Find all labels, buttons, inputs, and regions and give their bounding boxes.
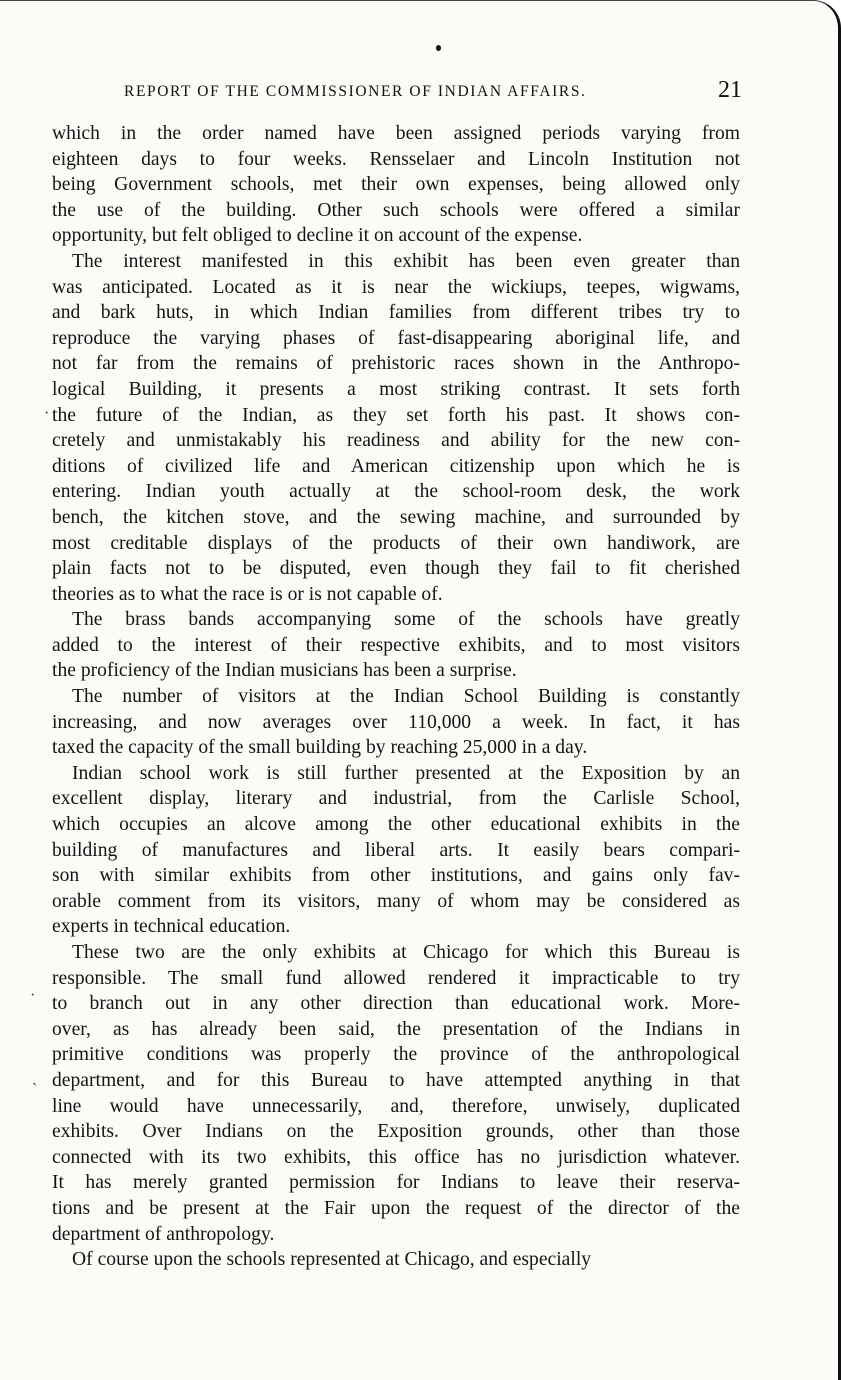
- text-line: The brass bands accompanying some of the schools have greatly: [72, 609, 740, 631]
- text-line: to branch out in any other direction than educational work. More-: [52, 993, 740, 1015]
- text-line: The number of visitors at the Indian School Building is constantly: [72, 686, 740, 708]
- text-line: not far from the remains of prehistoric races shown in the Anthropo-: [52, 353, 740, 375]
- text-line: being Government schools, met their own expenses, being allowed only: [52, 174, 740, 196]
- paragraph: [52, 940, 740, 1247]
- paragraph: [52, 607, 740, 684]
- ink-dot: [436, 45, 441, 51]
- text-line: cretely and unmistakably his readiness and ability for the new con-: [52, 430, 740, 452]
- text-line: exhibits. Over Indians on the Exposition grounds, other than those: [52, 1121, 740, 1143]
- text-line: responsible. The small fund allowed rendered it impracticable to try: [52, 967, 740, 989]
- text-line: excellent display, literary and industrial, from the Carlisle School,: [52, 788, 740, 810]
- text-line: building of manufactures and liberal arts. It easily bears compari-: [52, 839, 740, 861]
- text-line: most creditable displays of the products of their own handiwork, are: [52, 532, 740, 554]
- text-line: over, as has already been said, the presentation of the Indians in: [52, 1018, 740, 1040]
- text-line: which in the order named have been assigned periods varying from: [52, 123, 740, 144]
- text-line: These two are the only exhibits at Chicago for which this Bureau is: [72, 942, 740, 963]
- text-line: increasing, and now averages over 110,000 a week. In fact, it has: [52, 711, 740, 733]
- text-line: Indian school work is still further presented at the Exposition by an: [72, 762, 740, 784]
- body-text: [52, 121, 740, 1273]
- text-line: eighteen days to four weeks. Rensselaer and Lincoln Institution not: [52, 148, 740, 170]
- paragraph: [52, 761, 740, 940]
- text-line: son with similar exhibits from other institutions, and gains only fav-: [52, 865, 740, 887]
- text-line: department, and for this Bureau to have attempted anything in that: [52, 1069, 740, 1091]
- header-title: REPORT OF THE COMMISSIONER OF INDIAN AFFAIRS.: [124, 83, 587, 100]
- text-line: department of anthropology.: [52, 1223, 275, 1245]
- paragraph: [52, 684, 740, 761]
- text-line: Of course upon the schools represented at Chicago, and especially: [72, 1249, 592, 1271]
- running-header: [52, 77, 742, 107]
- text-line: connected with its two exhibits, this office has no jurisdiction whatever.: [52, 1146, 740, 1168]
- text-line: bench, the kitchen stove, and the sewing machine, and surrounded by: [52, 506, 740, 528]
- text-line: the use of the building. Other such schools were offered a similar: [52, 199, 740, 221]
- text-line: orable comment from its visitors, many of whom may be considered as: [52, 890, 740, 912]
- text-line: taxed the capacity of the small building by reaching 25,000 in a day.: [52, 737, 588, 759]
- text-line: was anticipated. Located as it is near the wickiups, teepes, wigwams,: [52, 276, 740, 298]
- text-line: The interest manifested in this exhibit has been even greater than: [72, 250, 740, 272]
- text-line: line would have unnecessarily, and, therefore, unwisely, duplicated: [52, 1095, 740, 1117]
- text-line: plain facts not to be disputed, even though they fail to fit cherished: [52, 558, 740, 580]
- margin-mark: ·: [30, 987, 36, 1004]
- text-line: experts in technical education.: [52, 916, 291, 938]
- text-line: the proficiency of the Indian musicians has been a surprise.: [52, 660, 517, 682]
- text-line: reproduce the varying phases of fast-disappearing aboriginal life, and: [52, 327, 740, 349]
- text-line: opportunity, but felt obliged to decline it on account of the expense.: [52, 225, 583, 247]
- text-line: which occupies an alcove among the other educational exhibits in the: [52, 814, 740, 836]
- text-line: ditions of civilized life and American citizenship upon which he is: [52, 455, 740, 477]
- text-line: It has merely granted permission for Indians to leave their reserva-: [52, 1172, 740, 1194]
- text-line: added to the interest of their respective exhibits, and to most visitors: [52, 634, 740, 656]
- paragraph: [52, 249, 740, 607]
- margin-mark: ·: [44, 405, 50, 422]
- text-line: theories as to what the race is or is not capable of.: [52, 583, 443, 605]
- text-line: primitive conditions was properly the province of the anthropological: [52, 1044, 740, 1066]
- text-line: the future of the Indian, as they set forth his past. It shows con-: [52, 404, 740, 426]
- margin-mark: `: [32, 1081, 38, 1098]
- page-number: 21: [718, 77, 742, 103]
- paragraph: [52, 1247, 740, 1273]
- text-line: and bark huts, in which Indian families from different tribes try to: [52, 302, 740, 324]
- paragraph: [52, 121, 740, 249]
- text-line: tions and be present at the Fair upon the request of the director of the: [52, 1197, 740, 1219]
- text-line: entering. Indian youth actually at the school-room desk, the work: [52, 481, 740, 503]
- text-line: logical Building, it presents a most striking contrast. It sets forth: [52, 378, 740, 400]
